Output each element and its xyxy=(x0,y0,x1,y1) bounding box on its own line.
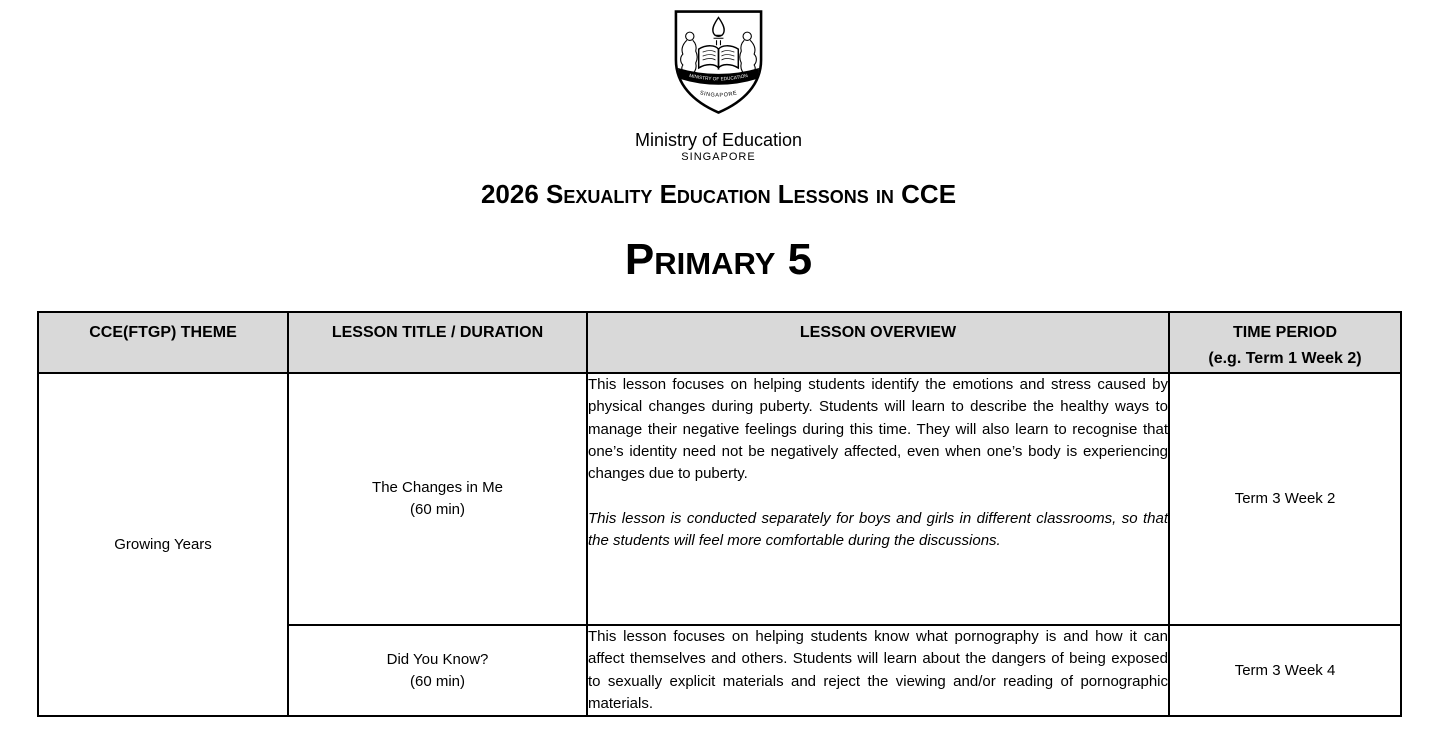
org-name: Ministry of Education xyxy=(634,130,803,150)
time-period-cell: Term 3 Week 2 xyxy=(1169,373,1401,625)
page-title: Primary 5 xyxy=(624,235,813,284)
column-header-theme: CCE(FTGP) THEME xyxy=(38,312,288,373)
overview-paragraph: This lesson focuses on helping students know what pornography is and how it can affect themselves and others. Students will learn about the dangers of being exposed to sexually explicit materials and reject the viewing and/or reading of pornographic materials. xyxy=(588,628,1168,712)
column-header-title-duration: LESSON TITLE / DURATION xyxy=(288,312,587,373)
crest-banner-text: MINISTRY OF EDUCATION xyxy=(688,73,749,83)
lesson-duration: (60 min) xyxy=(409,501,465,518)
org-subtitle: SINGAPORE xyxy=(681,151,756,163)
time-period-cell: Term 3 Week 4 xyxy=(1169,625,1401,716)
table-header-row xyxy=(38,312,1401,373)
lesson-duration: (60 min) xyxy=(409,672,465,690)
lesson-title-cell xyxy=(288,373,587,625)
document-header xyxy=(0,0,1437,284)
lesson-title: The Changes in Me xyxy=(372,479,503,496)
lesson-schedule-table xyxy=(37,311,1402,717)
table-row xyxy=(38,373,1401,625)
crest-country-text: SINGAPORE xyxy=(699,90,738,99)
overview-paragraph: This lesson focuses on helping students identify the emotions and stress caused by physical changes during puberty. Students will learn to describe the healthy ways to manage their negative feelings during this time. They will also learn to recognise that one’s identity need not be negatively affected, even when one’s body is experiencing changes due to puberty. xyxy=(588,376,1168,483)
lesson-overview-cell xyxy=(587,625,1169,716)
column-header-overview: LESSON OVERVIEW xyxy=(587,312,1169,373)
ministry-of-education-crest-icon xyxy=(669,8,768,120)
column-header-time-period xyxy=(1169,312,1401,373)
theme-cell: Growing Years xyxy=(38,373,288,716)
document-title: 2026 Sexuality Education Lessons in CCE xyxy=(480,179,957,209)
overview-note: This lesson is conducted separately for boys and girls in different classrooms, so that the students will feel more comfortable during the discussions. xyxy=(588,509,1168,550)
time-period-label: TIME PERIOD xyxy=(1232,324,1337,341)
lesson-title-cell xyxy=(288,625,587,716)
lesson-title: Did You Know? xyxy=(386,650,489,668)
lesson-overview-cell xyxy=(587,373,1169,625)
time-period-example: (e.g. Term 1 Week 2) xyxy=(1208,350,1362,367)
